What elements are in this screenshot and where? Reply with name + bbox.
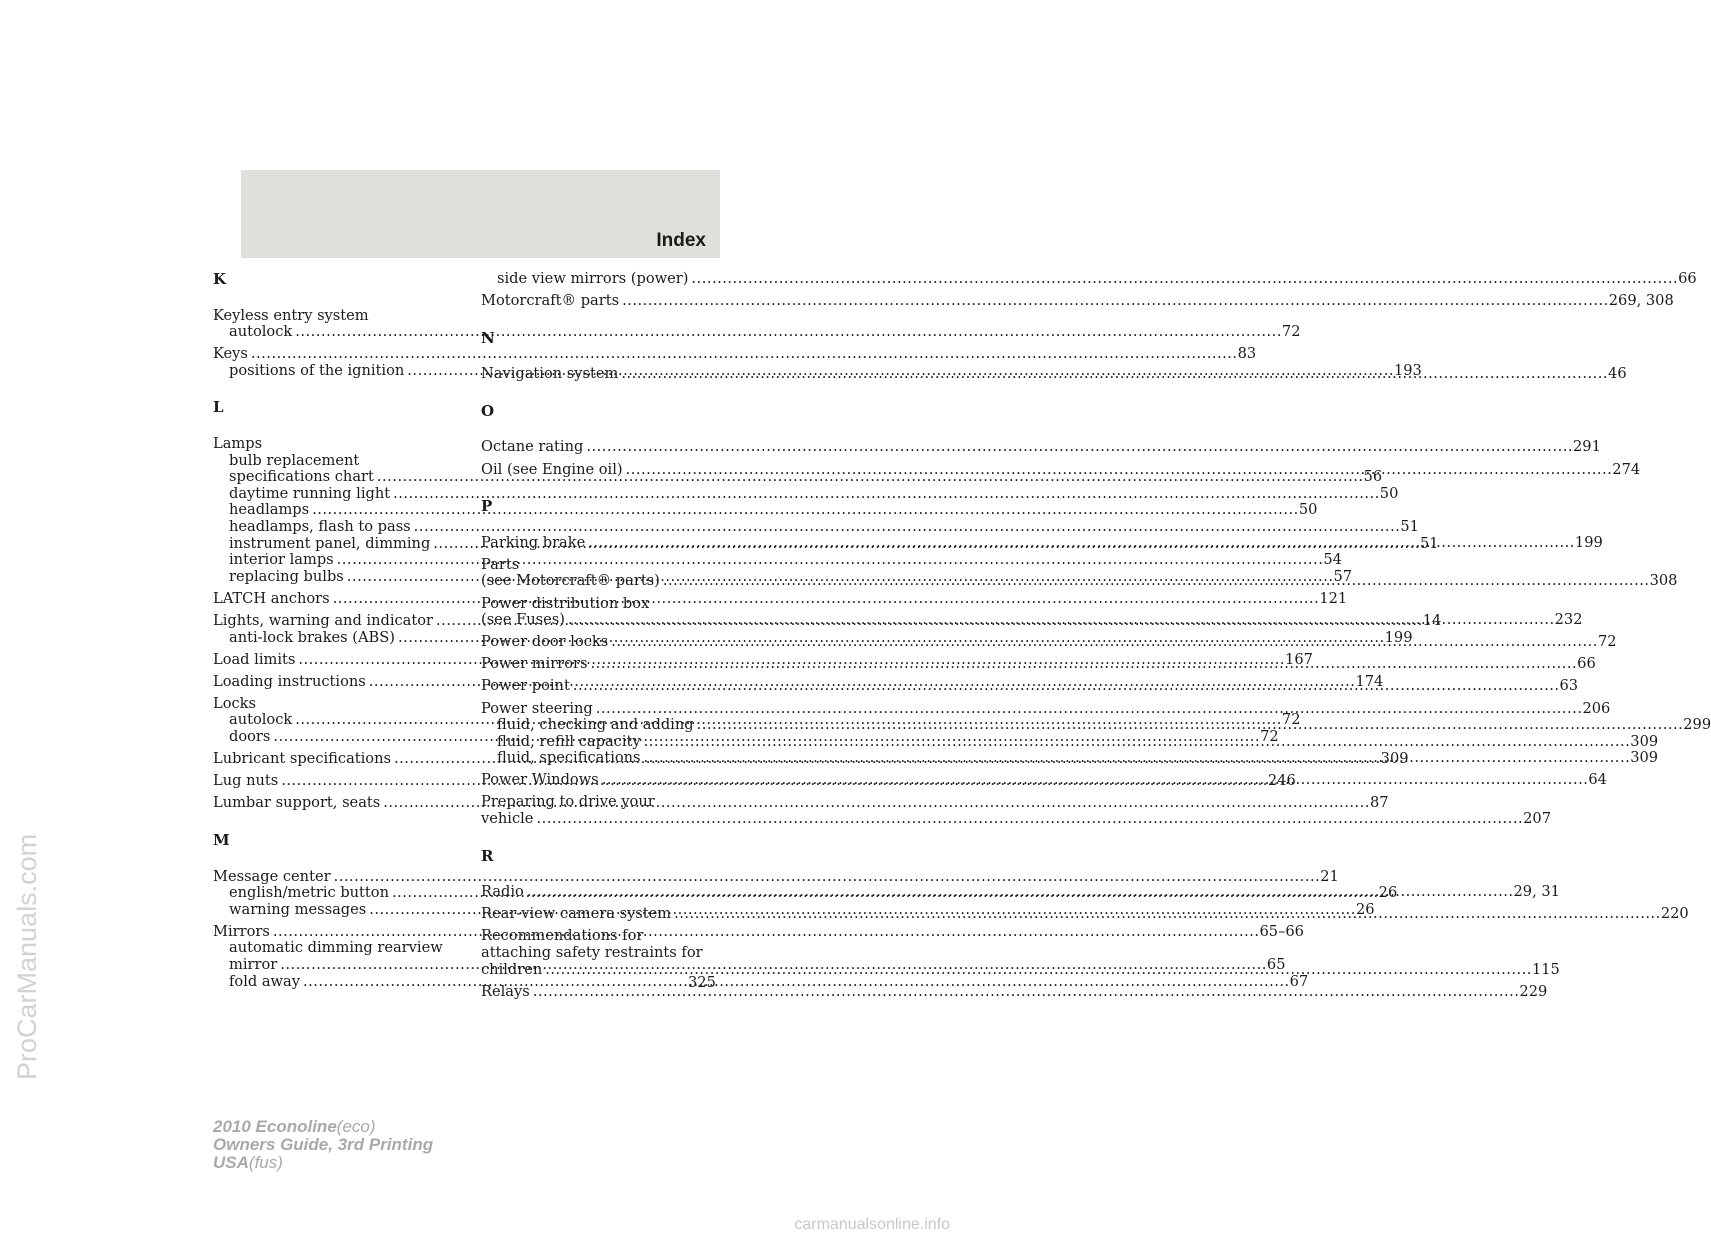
page-ref: 207 bbox=[1523, 810, 1551, 828]
footer-printing-info bbox=[213, 1118, 433, 1172]
index-entry-side-view-mirrors: side view mirrors (power) ..... 66 bbox=[481, 271, 721, 288]
page-ref: 64 bbox=[1588, 771, 1607, 789]
footer-model-code: (eco) bbox=[336, 1117, 376, 1136]
page-ref: 72 bbox=[1281, 323, 1301, 341]
page-ref: 199 bbox=[1574, 533, 1603, 551]
page-ref: 66 bbox=[1577, 655, 1596, 673]
section-letter-n: N bbox=[481, 328, 495, 347]
page-ref: 291 bbox=[1573, 438, 1601, 456]
index-entry-oil: Oil (see Engine oil) ..... 274 bbox=[481, 462, 721, 479]
footer-market-code: (fus) bbox=[248, 1153, 283, 1172]
index-entry-lights: Lights, warning and indicator ..... 14 anti-lock brakes (ABS) ..... 199 bbox=[213, 613, 453, 646]
page-number: 325 bbox=[688, 974, 716, 991]
page-ref: 309 bbox=[1630, 732, 1659, 750]
page-ref: 72 bbox=[1597, 633, 1617, 651]
index-entry-lumbar: Lumbar support, seats ..... 87 bbox=[213, 795, 453, 812]
page-ref: 269, 308 bbox=[1608, 292, 1674, 310]
section-letter-o: O bbox=[481, 401, 495, 420]
page-ref: 232 bbox=[1554, 611, 1583, 629]
section-letter-l: L bbox=[213, 398, 224, 417]
site-watermark: carmanualsonline.info bbox=[794, 1216, 950, 1233]
index-entry-navigation: Navigation system ..... 46 bbox=[481, 366, 721, 383]
footer-guide: Owners Guide, 3rd Printing bbox=[213, 1135, 434, 1154]
page-title: Index bbox=[656, 230, 706, 251]
index-entry-loading: Loading instructions ..... 174 bbox=[213, 674, 453, 691]
index-entry-load-limits: Load limits ..... 167 bbox=[213, 652, 453, 669]
page-ref: 67 bbox=[1289, 972, 1309, 990]
page-ref: 46 bbox=[1608, 365, 1627, 383]
page-ref: 121 bbox=[1319, 589, 1348, 607]
footer-model: 2010 Econoline bbox=[213, 1117, 337, 1136]
page-ref: 72 bbox=[1260, 728, 1279, 746]
page-ref: 72 bbox=[1281, 711, 1301, 729]
page-ref: 246 bbox=[1267, 772, 1296, 790]
footer-market: USA bbox=[213, 1153, 249, 1172]
page-ref: 51 bbox=[1419, 534, 1439, 552]
index-entry-power-distribution-box: Power distribution box (see Fuses) ..... 232 bbox=[481, 596, 721, 629]
index-entry-keys: Keys ..... 83 positions of the ignition ..... 193 bbox=[213, 346, 453, 379]
page-ref: 65–66 bbox=[1259, 922, 1304, 940]
page-ref: 26 bbox=[1378, 884, 1398, 902]
page-ref: 63 bbox=[1559, 677, 1579, 695]
index-entry-recommendations: Recommendations for attaching safety restraints for children ..... 115 bbox=[481, 928, 721, 978]
page-ref: 199 bbox=[1384, 628, 1413, 646]
page-ref: 206 bbox=[1582, 699, 1611, 717]
page-ref: 309 bbox=[1380, 750, 1409, 768]
index-entry-power-steering: Power steering ..... 206 fluid, checking and adding ..... 299 fluid, refill capacity ..... 309 fluid, specifications ..... 309 bbox=[481, 701, 721, 767]
index-entry-rear-view-camera: Rear-view camera system ..... 220 bbox=[481, 906, 721, 923]
index-entry-locks: Locks autolock ..... 72 doors ..... 72 bbox=[213, 696, 453, 746]
page-ref: 83 bbox=[1237, 345, 1257, 363]
page-ref: 56 bbox=[1363, 468, 1383, 486]
index-entry-message-center: Message center ..... 21 english/metric button ..... 26 warning messages ..... 26 bbox=[213, 869, 453, 919]
index-entry-latch: LATCH anchors ..... 121 bbox=[213, 591, 453, 608]
page-ref: 21 bbox=[1320, 867, 1339, 885]
section-letter-k: K bbox=[213, 270, 227, 288]
page-ref: 50 bbox=[1298, 501, 1318, 519]
page-ref: 51 bbox=[1400, 518, 1419, 536]
index-entry-keyless: Keyless entry system autolock ..... 72 bbox=[213, 308, 453, 341]
page-ref: 26 bbox=[1355, 900, 1375, 918]
index-entry-power-door-locks: Power door locks ..... 72 bbox=[481, 634, 721, 651]
index-entry-preparing: Preparing to drive your vehicle ..... 207 bbox=[481, 794, 721, 827]
index-entry-mirrors: Mirrors ..... 65–66 automatic dimming rearview mirror ..... 65 fold away ..... 67 bbox=[213, 924, 453, 990]
side-watermark: ProCarManuals.com bbox=[12, 833, 42, 1080]
section-letter-r: R bbox=[481, 846, 494, 865]
page-ref: 87 bbox=[1369, 794, 1389, 812]
page-ref: 299 bbox=[1683, 716, 1711, 734]
index-entry-power-point: Power point ..... 63 bbox=[481, 678, 721, 695]
page-ref: 220 bbox=[1660, 905, 1689, 923]
index-entry-lug-nuts: Lug nuts ..... 246 bbox=[213, 773, 453, 790]
page-ref: 65 bbox=[1266, 956, 1286, 973]
page-ref: 14 bbox=[1422, 612, 1442, 629]
index-entry-motorcraft: Motorcraft® parts ..... 269, 308 bbox=[481, 293, 721, 310]
index-entry-relays: Relays ..... 229 bbox=[481, 984, 721, 1001]
index-entry-parts: Parts (see Motorcraft® parts) ..... 308 bbox=[481, 557, 721, 590]
index-entry-octane: Octane rating ..... 291 bbox=[481, 439, 721, 456]
page-ref: 193 bbox=[1393, 361, 1422, 379]
index-entry-power-mirrors: Power mirrors ..... 66 bbox=[481, 656, 721, 673]
page-ref: 57 bbox=[1333, 567, 1353, 585]
page-ref: 229 bbox=[1519, 982, 1548, 1000]
index-entry-radio: Radio ..... 29, 31 bbox=[481, 884, 721, 901]
index-entry-lubricant: Lubricant specifications ..... 309 bbox=[213, 751, 453, 768]
page-ref: 274 bbox=[1612, 460, 1641, 478]
page-ref: 50 bbox=[1379, 484, 1399, 502]
index-entry-parking-brake: Parking brake ..... 199 bbox=[481, 535, 721, 552]
page-ref: 309 bbox=[1630, 749, 1659, 767]
page-ref: 29, 31 bbox=[1513, 883, 1560, 901]
index-entry-power-windows: Power Windows ..... 64 bbox=[481, 772, 721, 789]
page-ref: 66 bbox=[1678, 270, 1697, 287]
header-band bbox=[241, 170, 720, 258]
index-entry-lamps: Lamps bulb replacement specifications chart ..... 56 daytime running light ..... 50 headlamps ..... 50 headlamps, flash to pass ..... 51 instrument panel, dimming ..... 51 interior lamps ..... 54 replacing bulbs ..... 57 bbox=[213, 436, 453, 585]
page-ref: 115 bbox=[1531, 960, 1560, 978]
page-ref: 54 bbox=[1323, 551, 1342, 569]
section-letter-p: P bbox=[481, 497, 493, 516]
page-ref: 174 bbox=[1355, 672, 1384, 690]
page-ref: 167 bbox=[1285, 650, 1313, 668]
page-ref: 308 bbox=[1649, 572, 1678, 590]
section-letter-m: M bbox=[213, 830, 230, 849]
